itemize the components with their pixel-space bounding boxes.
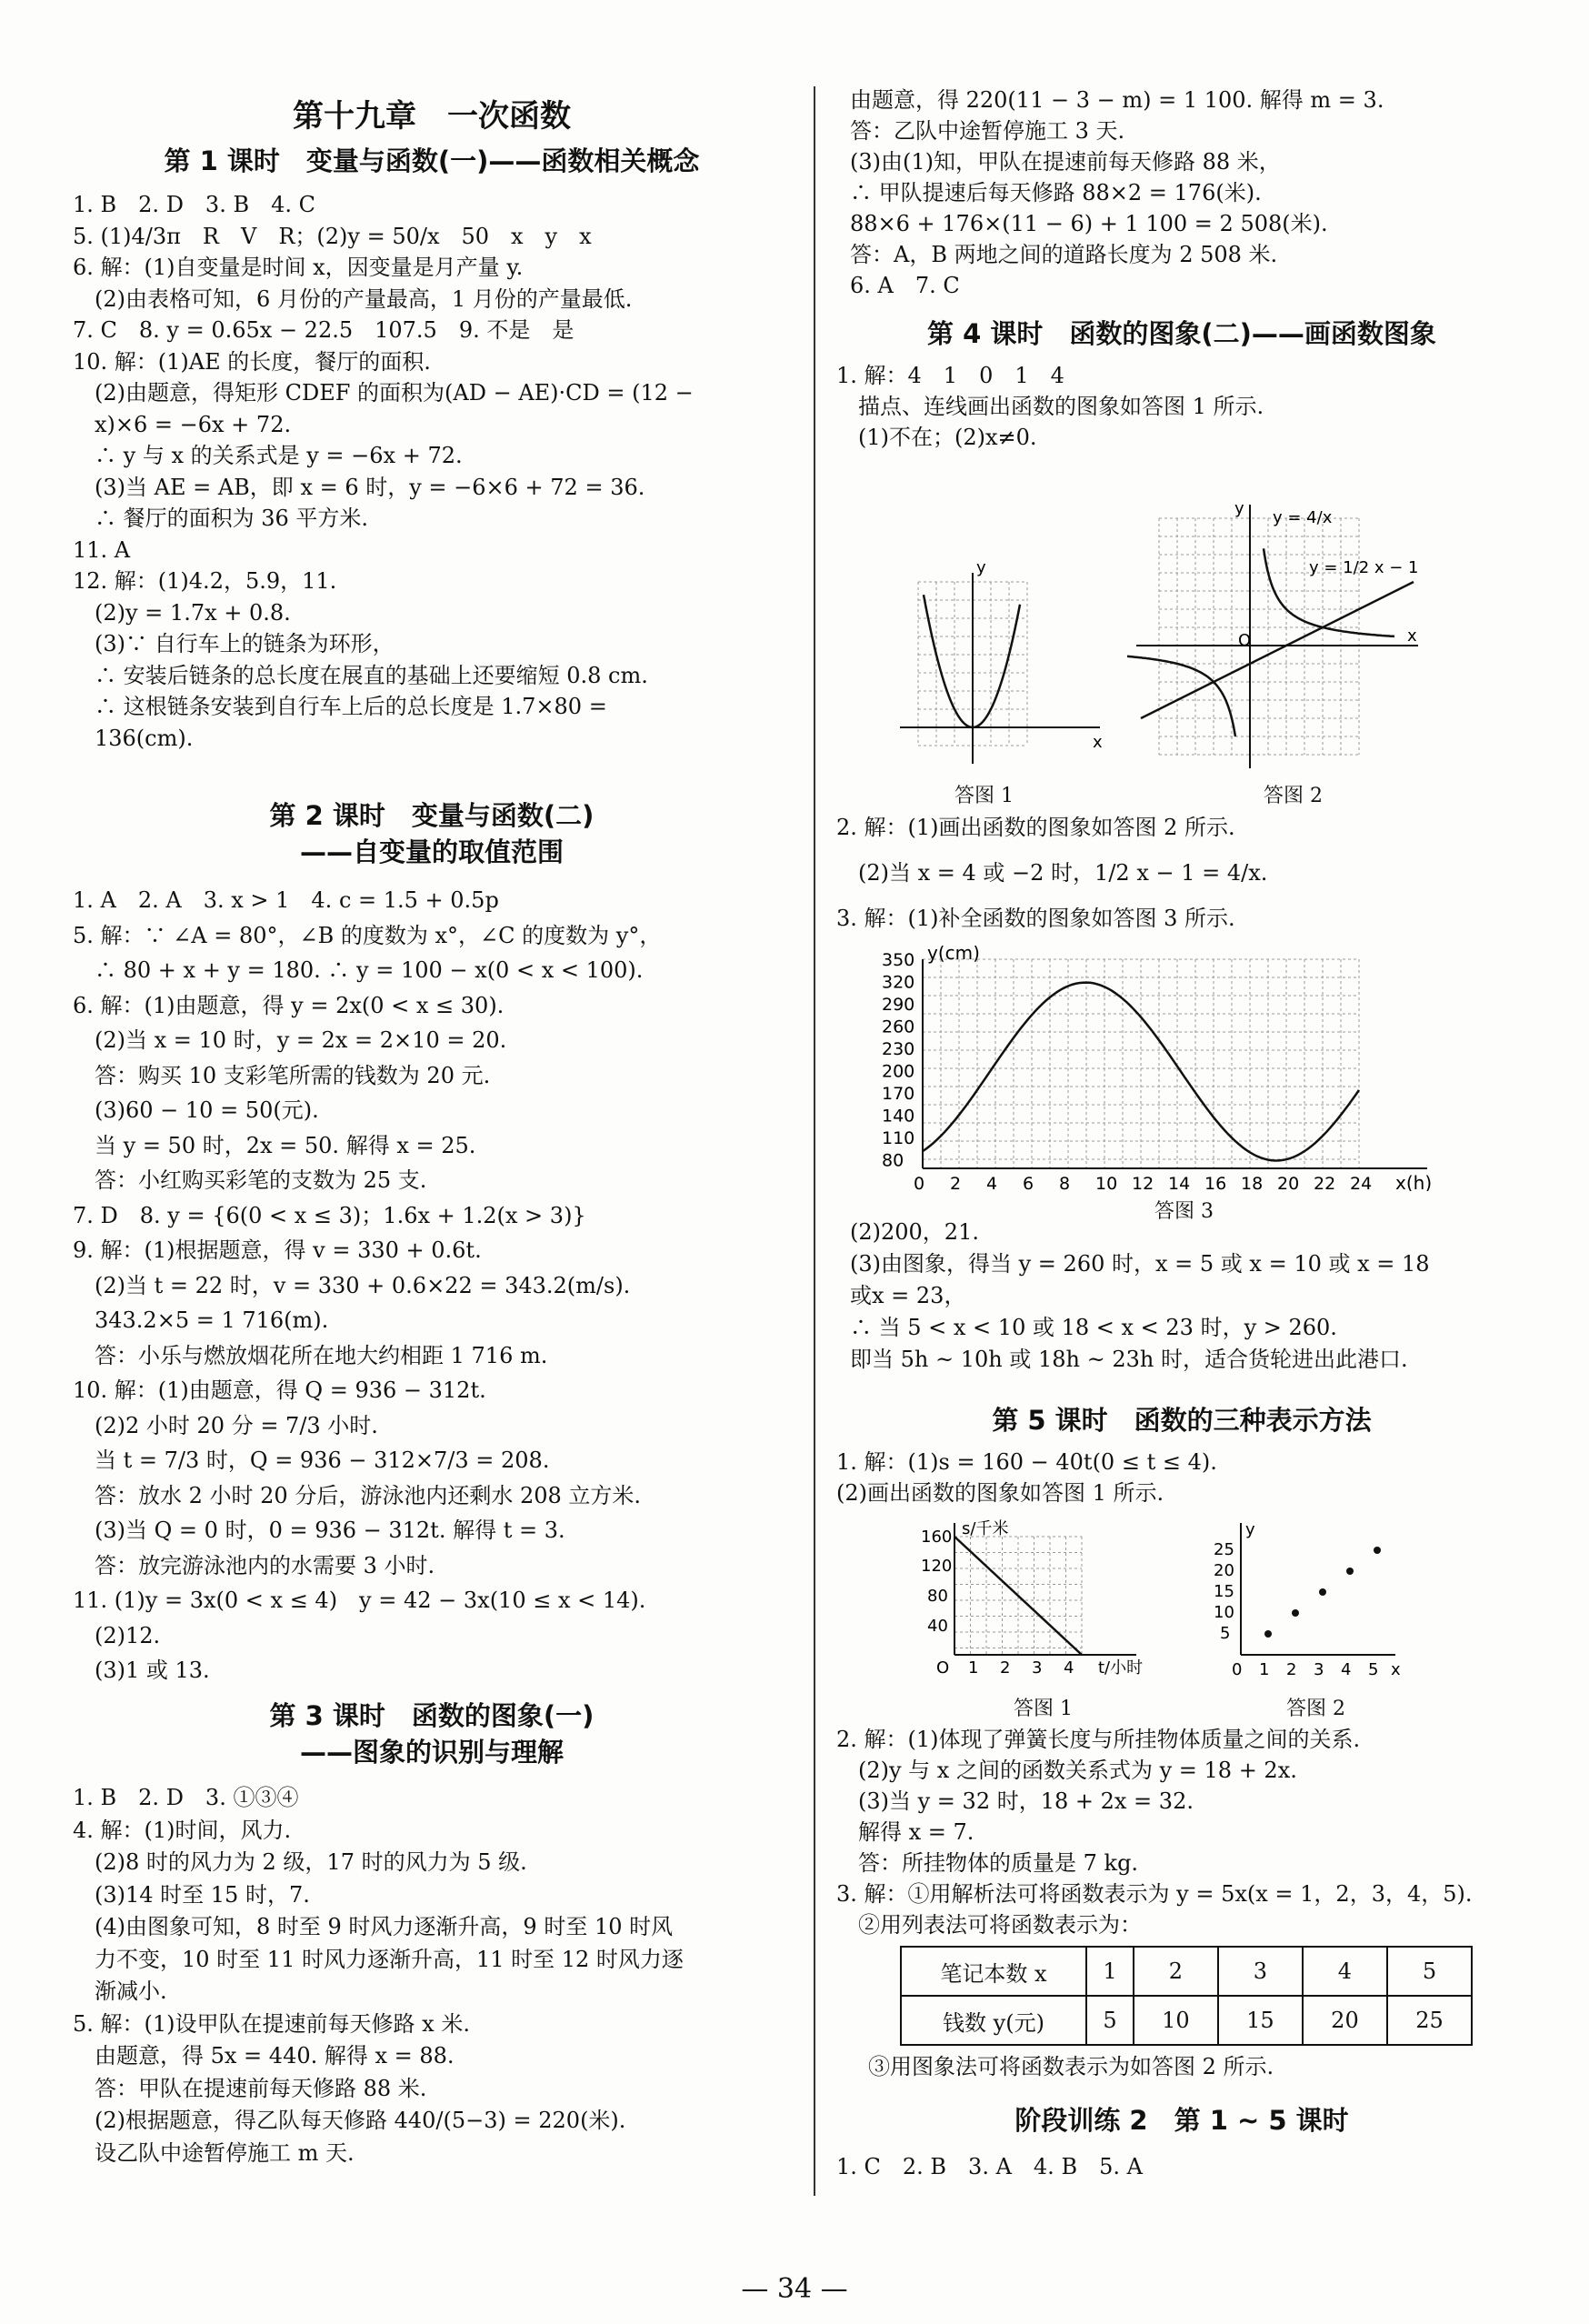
svg-text:15: 15 (1214, 1582, 1234, 1601)
tide-height-graph (882, 946, 1445, 1191)
answer-line: 由题意，得 220(11 − 3 − m) = 1 100. 解得 m = 3. (850, 87, 1384, 113)
svg-text:110: 110 (882, 1128, 915, 1148)
scatter-point (1292, 1609, 1299, 1617)
answer-line: ∴ 甲队提速后每天修路 88×2 = 176(米). (850, 180, 1262, 205)
svg-text:y: y (1234, 499, 1244, 518)
fig2-label-line: y = 1/2 x − 1 (1309, 558, 1419, 577)
answer-line: (2)当 t = 22 时，v = 330 + 0.6×22 = 343.2(m/s). (73, 1272, 631, 1298)
svg-text:8: 8 (1059, 1174, 1071, 1191)
answer-line: ∴ 这根链条安装到自行车上后的总长度是 1.7×80 = (73, 694, 607, 719)
fig3-caption: 答图 3 (1154, 1200, 1214, 1223)
answer-line: 2. 解：(1)体现了弹簧长度与所挂物体质量之间的关系. (836, 1727, 1361, 1752)
svg-text:3: 3 (1032, 1658, 1043, 1678)
scatter-point (1264, 1630, 1272, 1638)
svg-text:260: 260 (882, 1017, 915, 1037)
answer-line: 答：小乐与燃放烟花所在地大约相距 1 716 m. (73, 1342, 548, 1368)
answer-line: 1. 解：4 1 0 1 4 (836, 363, 1064, 388)
table-cell: 5 (1086, 1996, 1134, 2045)
table-cell: 钱数 y(元) (901, 1996, 1086, 2045)
distance-time-graph (918, 1514, 1164, 1678)
svg-text:0: 0 (914, 1174, 925, 1191)
answer-line: (3)14 时至 15 时，7. (73, 1881, 310, 1908)
svg-text:5: 5 (1220, 1624, 1231, 1643)
answer-line: 即当 5h ~ 10h 或 18h ~ 23h 时，适合货轮进出此港口. (850, 1347, 1408, 1372)
answer-line: 1. 解：(1)s = 160 − 40t(0 ≤ t ≤ 4). (836, 1449, 1217, 1475)
answer-line: 11. (1)y = 3x(0 < x ≤ 4) y = 42 − 3x(10 ≤ x < 14). (73, 1588, 646, 1613)
answer-line: 解得 x = 7. (836, 1819, 974, 1845)
answer-line: 10. 解：(1)AE 的长度，餐厅的面积. (73, 348, 431, 375)
answer-line: (3)由图象，得当 y = 260 时，x = 5 或 x = 10 或 x = 18 (850, 1251, 1430, 1277)
answer-line: 7. C 8. y = 0.65x − 22.5 107.5 9. 不是 是 (73, 317, 575, 343)
svg-text:170: 170 (882, 1084, 915, 1104)
answer-line: (2)当 x = 4 或 −2 时，1/2 x − 1 = 4/x. (836, 860, 1268, 886)
answer-line: (2)由表格可知，6 月份的产量最高，1 月份的产量最低. (73, 285, 633, 312)
answer-line: (3)当 AE = AB，即 x = 6 时，y = −6×6 + 72 = 36. (73, 474, 645, 500)
svg-text:160: 160 (921, 1528, 953, 1547)
fig3-xlabel: x(h) (1395, 1172, 1433, 1191)
answer-line: ∴ 餐厅的面积为 36 平方米. (73, 506, 369, 531)
answer-line: (2)根据题意，得乙队每天修路 440/(5−3) = 220(米). (73, 2108, 626, 2133)
lesson2-title: 第 2 课时 变量与函数(二) (269, 800, 595, 831)
answer-line: 渐减小. (73, 1978, 167, 2004)
table-cell: 2 (1134, 1947, 1218, 1996)
table-cell: 笔记本数 x (901, 1947, 1086, 1996)
answer-line: 答：甲队在提速前每天修路 88 米. (73, 2075, 427, 2101)
stage-title: 阶段训练 2 第 1 ~ 5 课时 (1014, 2105, 1349, 2136)
answer-line: (3)当 y = 32 时，18 + 2x = 32. (836, 1788, 1194, 1814)
table-cell: 4 (1303, 1947, 1387, 1996)
answer-line: 答：放完游泳池内的水需要 3 小时. (73, 1552, 435, 1578)
answer-line: 答：A，B 两地之间的道路长度为 2 508 米. (850, 242, 1278, 267)
svg-text:3: 3 (1314, 1660, 1324, 1679)
answer-line: 或x = 23， (850, 1283, 966, 1308)
answer-line: 描点、连线画出函数的图象如答图 1 所示. (836, 394, 1264, 419)
answer-line: (4)由图象可知，8 时至 9 时风力逐渐升高，9 时至 10 时风 (73, 1914, 674, 1939)
answer-line: 当 y = 50 时，2x = 50. 解得 x = 25. (73, 1132, 476, 1158)
fig1-caption: 答图 1 (954, 785, 1014, 807)
page-number: — 34 — (741, 2273, 848, 2305)
answer-line: 343.2×5 = 1 716(m). (73, 1307, 329, 1333)
table-cell: 3 (1218, 1947, 1303, 1996)
svg-text:24: 24 (1350, 1174, 1373, 1191)
svg-text:12: 12 (1132, 1174, 1154, 1191)
svg-text:2: 2 (1286, 1660, 1297, 1679)
svg-text:1: 1 (968, 1658, 979, 1678)
svg-text:x: x (1407, 626, 1417, 646)
svg-text:y: y (976, 558, 986, 577)
answer-line: 11. A (73, 536, 131, 563)
answer-line: 7. D 8. y = {6(0 < x ≤ 3)；1.6x + 1.2(x > 3)} (73, 1202, 586, 1228)
svg-text:4: 4 (986, 1174, 998, 1191)
table-cell: 1 (1086, 1947, 1134, 1996)
answer-line: (1)不在；(2)x≠0. (836, 425, 1037, 450)
answer-line: 1. B 2. D 3. B 4. C (73, 192, 315, 217)
answer-line: ∴ 80 + x + y = 180. ∴ y = 100 − x(0 < x < 100). (73, 957, 644, 983)
svg-text:40: 40 (927, 1617, 948, 1636)
svg-text:4: 4 (1064, 1658, 1074, 1678)
answer-line: ②用列表法可将函数表示为： (836, 1912, 1142, 1938)
answer-line: (2)8 时的风力为 2 级，17 时的风力为 5 级. (73, 1849, 527, 1875)
answer-line: 3. 解：①用解析法可将函数表示为 y = 5x(x = 1，2，3，4，5). (836, 1881, 1473, 1907)
svg-text:16: 16 (1204, 1174, 1227, 1191)
stage-answers: 1. C 2. B 3. A 4. B 5. A (836, 2154, 1143, 2179)
parabola-graph (891, 555, 1109, 773)
answer-line: 答：小红购买彩笔的支数为 25 支. (73, 1167, 427, 1193)
after-table-line: ③用图象法可将函数表示为如答图 2 所示. (868, 2054, 1274, 2079)
svg-text:14: 14 (1168, 1174, 1191, 1191)
answer-line: 4. 解：(1)时间，风力. (73, 1817, 292, 1843)
hyperbola-line-graph (1127, 496, 1427, 777)
svg-text:320: 320 (882, 972, 915, 993)
answer-line: 2. 解：(1)画出函数的图象如答图 2 所示. (836, 815, 1235, 840)
svg-text:4: 4 (1341, 1660, 1352, 1679)
answer-line: 136(cm). (73, 725, 194, 751)
answer-line: 1. B 2. D 3. ①③④ (73, 1785, 299, 1810)
fig2-label-recip: y = 4/x (1273, 508, 1333, 527)
table-cell: 10 (1134, 1996, 1218, 2045)
svg-text:O: O (1238, 631, 1252, 650)
chapter-title: 第十九章 一次函数 (293, 98, 571, 135)
lesson1-title: 第 1 课时 变量与函数(一)——函数相关概念 (164, 145, 700, 176)
answer-line: 答：购买 10 支彩笔所需的钱数为 20 元. (73, 1062, 491, 1088)
answer-line: 1. A 2. A 3. x > 1 4. c = 1.5 + 0.5p (73, 887, 499, 913)
svg-text:18: 18 (1241, 1174, 1264, 1191)
svg-text:2: 2 (1000, 1658, 1011, 1678)
svg-text:290: 290 (882, 995, 915, 1015)
answer-line: 12. 解：(1)4.2，5.9，11. (73, 568, 337, 594)
answer-line: 设乙队中途暂停施工 m 天. (73, 2139, 355, 2166)
column-divider (814, 86, 815, 2196)
svg-text:5: 5 (1368, 1660, 1379, 1679)
svg-text:20: 20 (1277, 1174, 1300, 1191)
answer-line: 5. 解：∵ ∠A = 80°，∠B 的度数为 x°，∠C 的度数为 y°， (73, 922, 662, 948)
table-cell: 25 (1387, 1996, 1472, 2045)
svg-text:80: 80 (882, 1150, 904, 1171)
answer-line: 答：乙队中途暂停施工 3 天. (850, 118, 1125, 144)
answer-line: (2)200，21. (850, 1219, 979, 1245)
fig5a-ylabel: s/千米 (962, 1519, 1009, 1538)
answer-line: 6. A 7. C (850, 273, 960, 298)
svg-text:140: 140 (882, 1106, 915, 1127)
svg-text:10: 10 (1214, 1603, 1234, 1622)
answer-line: ∴ 安装后链条的总长度在展直的基础上还要缩短 0.8 cm. (73, 662, 648, 688)
svg-text:80: 80 (927, 1587, 948, 1606)
lesson4-title: 第 4 课时 函数的图象(二)——画函数图象 (927, 318, 1436, 349)
scatter-graph (1209, 1518, 1409, 1682)
svg-text:0: 0 (1232, 1660, 1243, 1679)
answer-line: (3)当 Q = 0 时，0 = 936 − 312t. 解得 t = 3. (73, 1518, 565, 1543)
svg-text:200: 200 (882, 1061, 915, 1082)
fig2-caption: 答图 2 (1264, 785, 1323, 807)
lesson5-title: 第 5 课时 函数的三种表示方法 (992, 1405, 1372, 1436)
lesson3-subtitle: ——图象的识别与理解 (299, 1737, 564, 1768)
answer-line: 3. 解：(1)补全函数的图象如答图 3 所示. (836, 906, 1235, 931)
svg-text:6: 6 (1023, 1174, 1034, 1191)
table-cell: 5 (1387, 1947, 1472, 1996)
answer-line: 由题意，得 5x = 440. 解得 x = 88. (73, 2043, 455, 2069)
answer-line: ∴ y 与 x 的关系式是 y = −6x + 72. (73, 443, 463, 468)
svg-text:350: 350 (882, 950, 915, 970)
answer-line: 5. (1)4/3π R V R；(2)y = 50/x 50 x y x (73, 223, 592, 249)
svg-text:O: O (936, 1658, 950, 1678)
fig5a-xlabel: t/小时 (1098, 1658, 1144, 1678)
table-cell: 15 (1218, 1996, 1303, 2045)
answer-line: (2)画出函数的图象如答图 1 所示. (836, 1480, 1164, 1506)
answer-line: (3)∵ 自行车上的链条为环形， (73, 631, 395, 656)
svg-text:230: 230 (882, 1039, 915, 1059)
answer-line: 6. 解：(1)自变量是时间 x，因变量是月产量 y. (73, 255, 524, 280)
lesson3-title: 第 3 课时 函数的图象(一) (269, 1700, 595, 1731)
scatter-point (1374, 1547, 1381, 1554)
answer-line: (3)60 − 10 = 50(元). (73, 1097, 319, 1123)
answer-line: (3)1 或 13. (73, 1658, 210, 1683)
answer-line: (2)2 小时 20 分 = 7/3 小时. (73, 1412, 378, 1438)
table-cell: 20 (1303, 1996, 1387, 2045)
notebook-price-table (900, 1946, 1473, 2046)
answer-line: x)×6 = −6x + 72. (73, 411, 292, 437)
answer-line: 5. 解：(1)设甲队在提速前每天修路 x 米. (73, 2010, 470, 2037)
answer-line: (2)12. (73, 1622, 161, 1648)
svg-text:20: 20 (1214, 1561, 1234, 1580)
table-row (901, 1996, 1472, 2045)
answer-line: 力不变，10 时至 11 时风力逐渐升高，11 时至 12 时风力逐 (73, 1946, 684, 1972)
answer-line: (2)y = 1.7x + 0.8. (73, 599, 291, 626)
answer-line: ∴ 当 5 < x < 10 或 18 < x < 23 时，y > 260. (850, 1315, 1337, 1340)
answer-line: 9. 解：(1)根据题意，得 v = 330 + 0.6t. (73, 1237, 482, 1263)
answer-line: 答：放水 2 小时 20 分后，游泳池内还剩水 208 立方米. (73, 1482, 642, 1508)
svg-text:2: 2 (950, 1174, 962, 1191)
lesson2-subtitle: ——自变量的取值范围 (299, 836, 564, 867)
answer-line: 答：所挂物体的质量是 7 kg. (836, 1850, 1139, 1876)
svg-text:x: x (1391, 1660, 1401, 1679)
svg-text:25: 25 (1214, 1540, 1234, 1559)
answer-line: (2)y 与 x 之间的函数关系式为 y = 18 + 2x. (836, 1758, 1297, 1783)
answer-line: (3)由(1)知，甲队在提速前每天修路 88 米， (850, 149, 1281, 175)
answer-line: 6. 解：(1)由题意，得 y = 2x(0 < x ≤ 30). (73, 992, 505, 1018)
svg-text:120: 120 (921, 1557, 953, 1576)
svg-text:10: 10 (1095, 1174, 1118, 1191)
fig5a-caption: 答图 1 (1014, 1698, 1073, 1720)
fig5b-caption: 答图 2 (1286, 1698, 1345, 1720)
table-row (901, 1947, 1472, 1996)
answer-line: 当 t = 7/3 时，Q = 936 − 312×7/3 = 208. (73, 1447, 550, 1473)
svg-text:y: y (1245, 1520, 1255, 1539)
answer-line: 88×6 + 176×(11 − 6) + 1 100 = 2 508(米). (850, 211, 1328, 236)
answer-line: 10. 解：(1)由题意，得 Q = 936 − 312t. (73, 1377, 486, 1403)
svg-text:1: 1 (1259, 1660, 1270, 1679)
answer-line: (2)由题意，得矩形 CDEF 的面积为(AD − AE)·CD = (12 − (73, 380, 694, 406)
svg-text:22: 22 (1314, 1174, 1336, 1191)
scatter-point (1346, 1568, 1354, 1575)
svg-text:x: x (1093, 733, 1103, 752)
answer-line: (2)当 x = 10 时，y = 2x = 2×10 = 20. (73, 1027, 507, 1053)
scatter-point (1319, 1588, 1326, 1596)
fig3-ylabel: y(cm) (927, 946, 980, 964)
